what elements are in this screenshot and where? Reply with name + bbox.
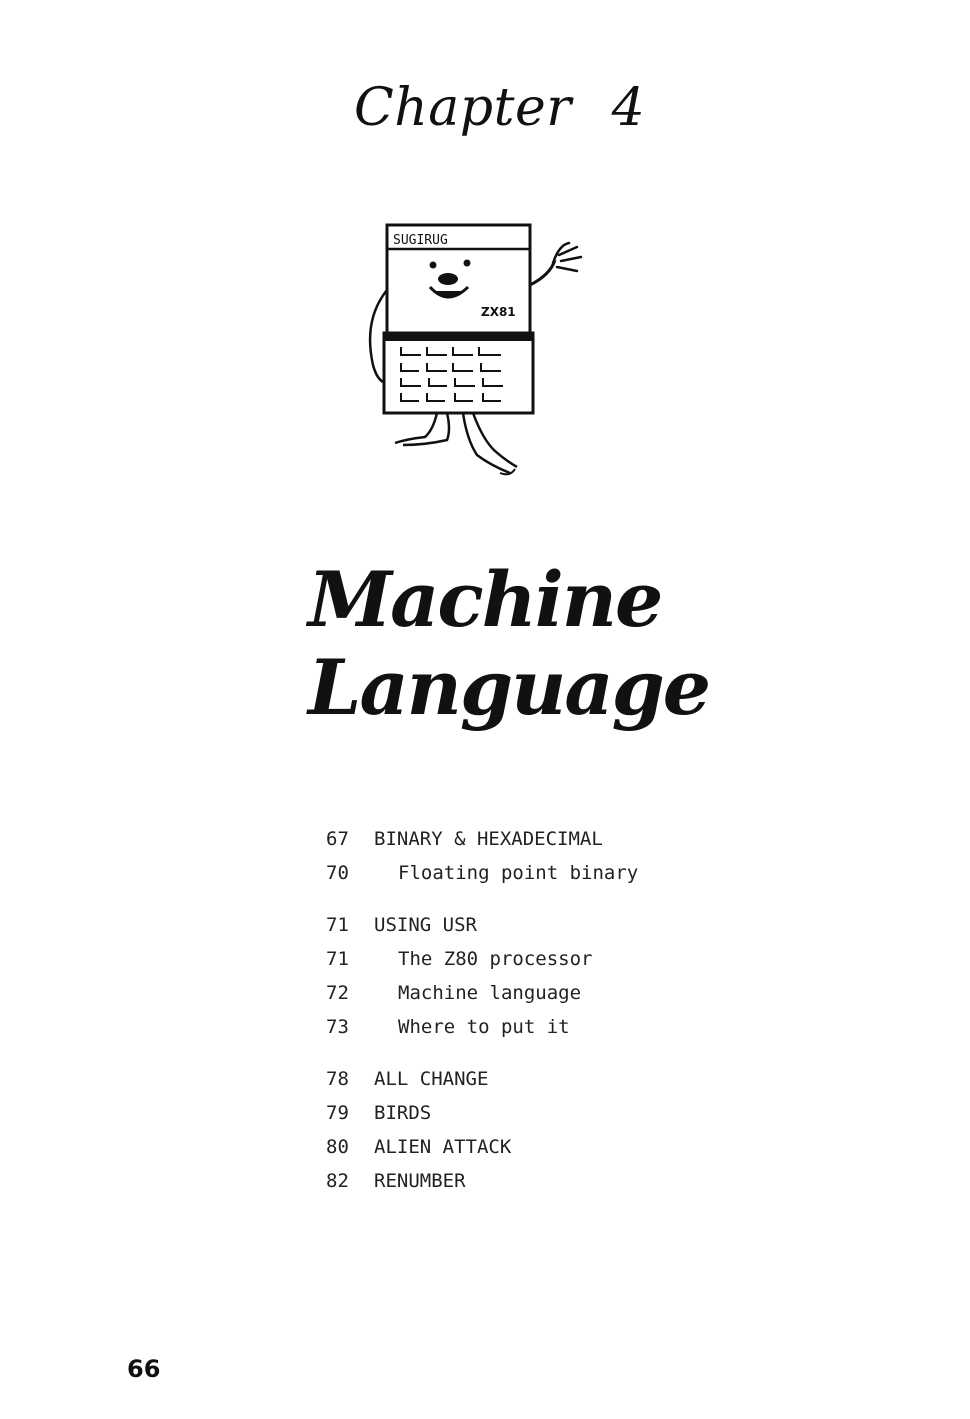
contents-entry xyxy=(326,1096,746,1130)
contents-subentry xyxy=(326,942,746,976)
mascot-badge: ZX81 xyxy=(481,305,516,319)
entry-label: USING USR xyxy=(374,914,477,936)
contents-subentry xyxy=(326,856,746,890)
entry-label: The Z80 processor xyxy=(398,948,593,970)
contents-entry xyxy=(326,822,746,856)
contents-group xyxy=(326,1062,746,1198)
title-line-1: Machine xyxy=(308,555,662,644)
chapter-label: Chapter xyxy=(354,78,572,138)
contents-entry xyxy=(326,1164,746,1198)
entry-label: Where to put it xyxy=(398,1016,570,1038)
entry-label: ALIEN ATTACK xyxy=(374,1136,512,1158)
chapter-contents xyxy=(326,822,746,1216)
chapter-heading xyxy=(354,78,646,138)
entry-page: 78 xyxy=(326,1068,349,1090)
page-number: 66 xyxy=(127,1355,161,1383)
contents-subentry xyxy=(326,1010,746,1044)
entry-page: 71 xyxy=(326,948,349,970)
mascot-screen-text: SUGIRUG xyxy=(393,233,448,248)
entry-page: 67 xyxy=(326,828,349,850)
contents-entry xyxy=(326,908,746,942)
entry-page: 71 xyxy=(326,914,349,936)
title-line-2: Language xyxy=(308,643,710,732)
entry-page: 82 xyxy=(326,1170,349,1192)
contents-group xyxy=(326,908,746,1044)
entry-page: 73 xyxy=(326,1016,349,1038)
entry-label: Floating point binary xyxy=(398,862,639,884)
contents-entry xyxy=(326,1062,746,1096)
chapter-number: 4 xyxy=(611,78,646,138)
zx81-mascot-illustration xyxy=(355,215,595,485)
contents-subentry xyxy=(326,976,746,1010)
entry-label: ALL CHANGE xyxy=(374,1068,489,1090)
entry-page: 70 xyxy=(326,862,349,884)
entry-page: 79 xyxy=(326,1102,349,1124)
entry-page: 80 xyxy=(326,1136,349,1158)
contents-group xyxy=(326,822,746,890)
entry-label: BINARY & HEXADECIMAL xyxy=(374,828,603,850)
chapter-title xyxy=(308,556,709,732)
entry-label: Machine language xyxy=(398,982,582,1004)
entry-label: BIRDS xyxy=(374,1102,432,1124)
entry-page: 72 xyxy=(326,982,349,1004)
entry-label: RENUMBER xyxy=(374,1170,466,1192)
contents-entry xyxy=(326,1130,746,1164)
